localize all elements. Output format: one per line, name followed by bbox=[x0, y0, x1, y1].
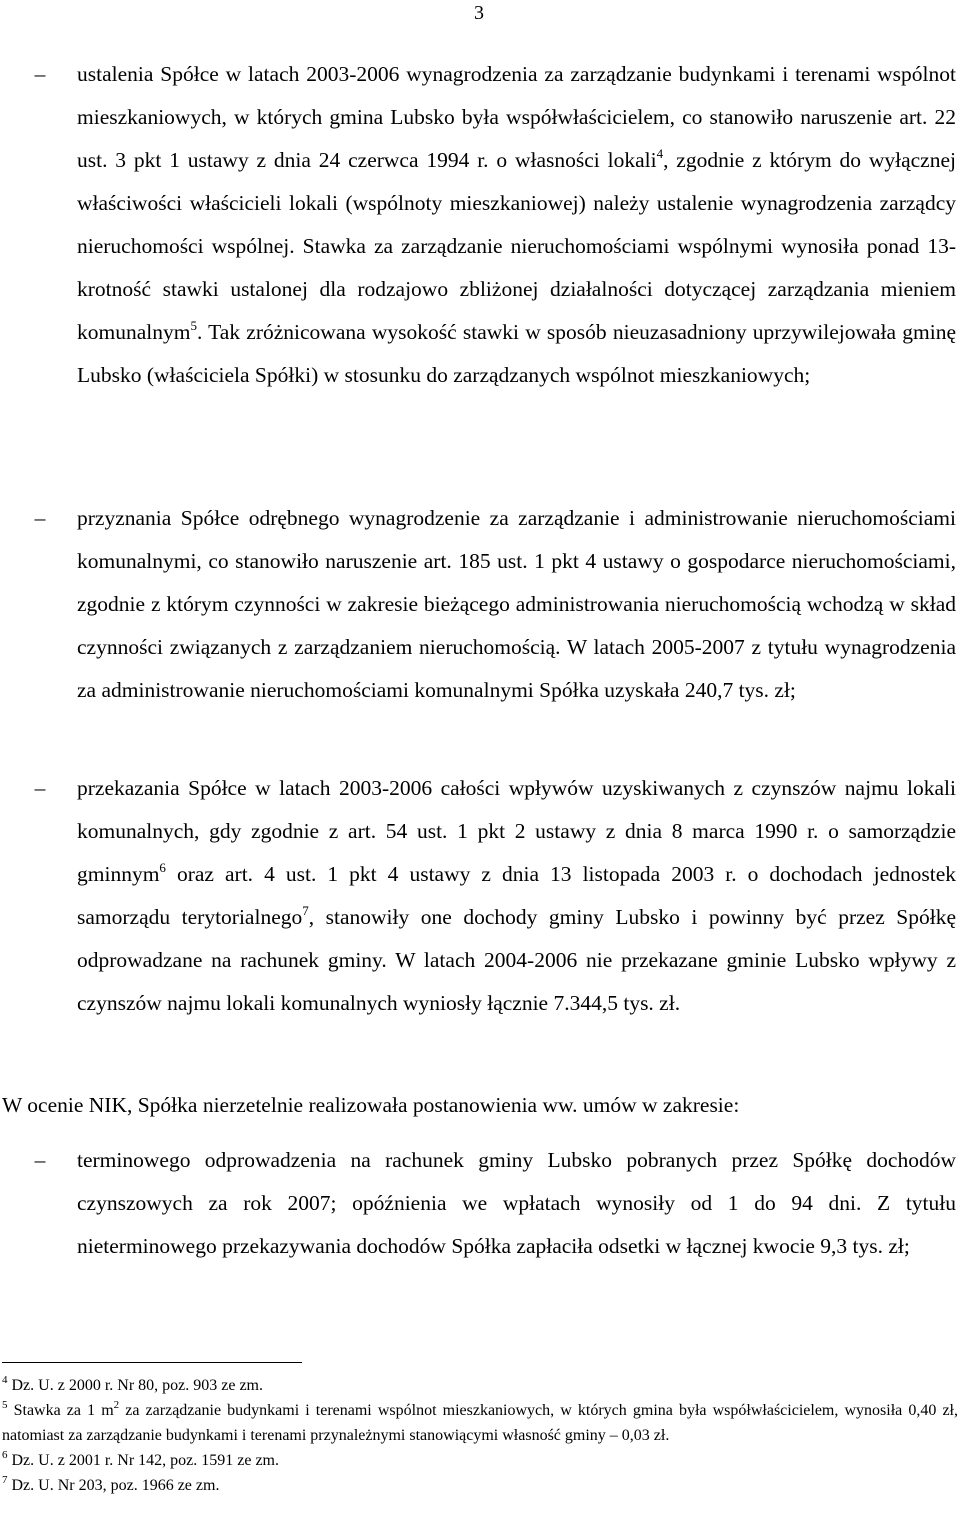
footnote: $^6$ Dz. U. z 2001 r. Nr 142, poz. 1591 ze zm. bbox=[2, 1449, 279, 1469]
footnote-ref: 7 bbox=[302, 903, 309, 918]
footnote: $^5$ Stawka za 1 $m^2$ za zarządzanie budynkami i terenami wspólnot mieszkaniowych, w których gmina była współwłaścicielem, wynosiła 0,40 zł, natomiast za zarządzanie budynkami i terenami przynależnymi stanowiącymi własność gminy – 0,03 zł. bbox=[2, 1399, 958, 1444]
list-item bbox=[0, 1139, 958, 1268]
footnote-ref: 5 bbox=[190, 318, 197, 333]
list-dash: – bbox=[34, 1148, 46, 1172]
page-number: 3 bbox=[474, 2, 484, 24]
footnotes bbox=[2, 1373, 958, 1498]
list-item bbox=[0, 53, 958, 397]
list-dash: – bbox=[34, 776, 46, 800]
list-dash: – bbox=[34, 62, 46, 86]
findings-list-3 bbox=[0, 767, 958, 1025]
footnote: $^7$ Dz. U. Nr 203, poz. 1966 ze zm. bbox=[2, 1474, 220, 1494]
findings-list bbox=[0, 53, 958, 397]
body-paragraph: W ocenie NIK, Spółka nierzetelnie realizowała postanowienia ww. umów w zakresie: bbox=[2, 1093, 740, 1117]
footnote-separator bbox=[2, 1362, 302, 1363]
footnote-number: 6 bbox=[2, 1449, 8, 1461]
footnote-number: 4 bbox=[2, 1374, 8, 1386]
footnote: $^4$ Dz. U. z 2000 r. Nr 80, poz. 903 ze zm. bbox=[2, 1374, 263, 1394]
footnote-ref: 4 bbox=[656, 146, 664, 161]
superscript: 2 bbox=[113, 1399, 120, 1411]
footnote-ref: 6 bbox=[159, 860, 166, 875]
assessment-list bbox=[0, 1139, 958, 1268]
list-item-text: przyznania Spółce odrębnego wynagrodzenie za zarządzanie i administrowanie nieruchomościami komunalnymi, co stanowiło naruszenie art. 185 ust. 1 pkt 4 ustawy o gospodarce nieruchomościami, zgodnie z którym czynności w zakresie bieżącego administrowania nieruchomością wchodzą w skład czynności związanych z zarządzaniem nieruchomością. W latach 2005-2007 z tytułu wynagrodzenia za administrowanie nieruchomościami komunalnymi Spółka uzyskała 240,7 tys. zł; bbox=[77, 506, 956, 702]
list-item-text: terminowego odprowadzenia na rachunek gminy Lubsko pobranych przez Spółkę dochodów czynszowych za rok 2007; opóźnienia we wpłatach wynosiły od 1 do 94 dni. Z tytułu nieterminowego przekazywania dochodów Spółka zapłaciła odsetki w łącznej kwocie 9,3 tys. zł; bbox=[77, 1148, 956, 1258]
list-item bbox=[0, 767, 958, 1025]
list-dash: – bbox=[34, 506, 46, 530]
list-item-text: ustalenia Spółce w latach 2003-2006 wynagrodzenia za zarządzanie budynkami i terenami wspólnot mieszkaniowych, w których gmina Lubsko była współwłaścicielem, co stanowiło naruszenie art. 22 ust. 3 pkt 1 ustawy z dnia 24 czerwca 1994 r. o własności lokali$^4$, zgodnie z którym do wyłącznej właściwości właścicieli lokali (wspólnoty mieszkaniowej) należy ustalenie wynagrodzenia zarządcy nieruchomości wspólnej. Stawka za zarządzanie nieruchomościami wspólnymi wynosiła ponad 13-krotność stawki ustalonej dla rodzajowo zbliżonej działalności dotyczącej zarządzania mieniem komunalnym$^5$. Tak zróżnicowana wysokość stawki w sposób nieuzasadniony uprzywilejowała gminę Lubsko (właściciela Spółki) w stosunku do zarządzanych wspólnot mieszkaniowych; bbox=[77, 62, 956, 387]
findings-list-2 bbox=[0, 497, 958, 712]
list-item bbox=[0, 497, 958, 712]
footnote-number: 7 bbox=[2, 1474, 8, 1486]
footnote-number: 5 bbox=[2, 1399, 8, 1411]
list-item-text: przekazania Spółce w latach 2003-2006 całości wpływów uzyskiwanych z czynszów najmu lokali komunalnych, gdy zgodnie z art. 54 ust. 1 pkt 2 ustawy z dnia 8 marca 1990 r. o samorządzie gminnym$^6$ oraz art. 4 ust. 1 pkt 4 ustawy z dnia 13 listopada 2003 r. o dochodach jednostek samorządu terytorialnego$^7$, stanowiły one dochody gminy Lubsko i powinny być przez Spółkę odprowadzane na rachunek gminy. W latach 2004-2006 nie przekazane gminie Lubsko wpływy z czynszów najmu lokali komunalnych wyniosły łącznie 7.344,5 tys. zł. bbox=[77, 776, 956, 1015]
